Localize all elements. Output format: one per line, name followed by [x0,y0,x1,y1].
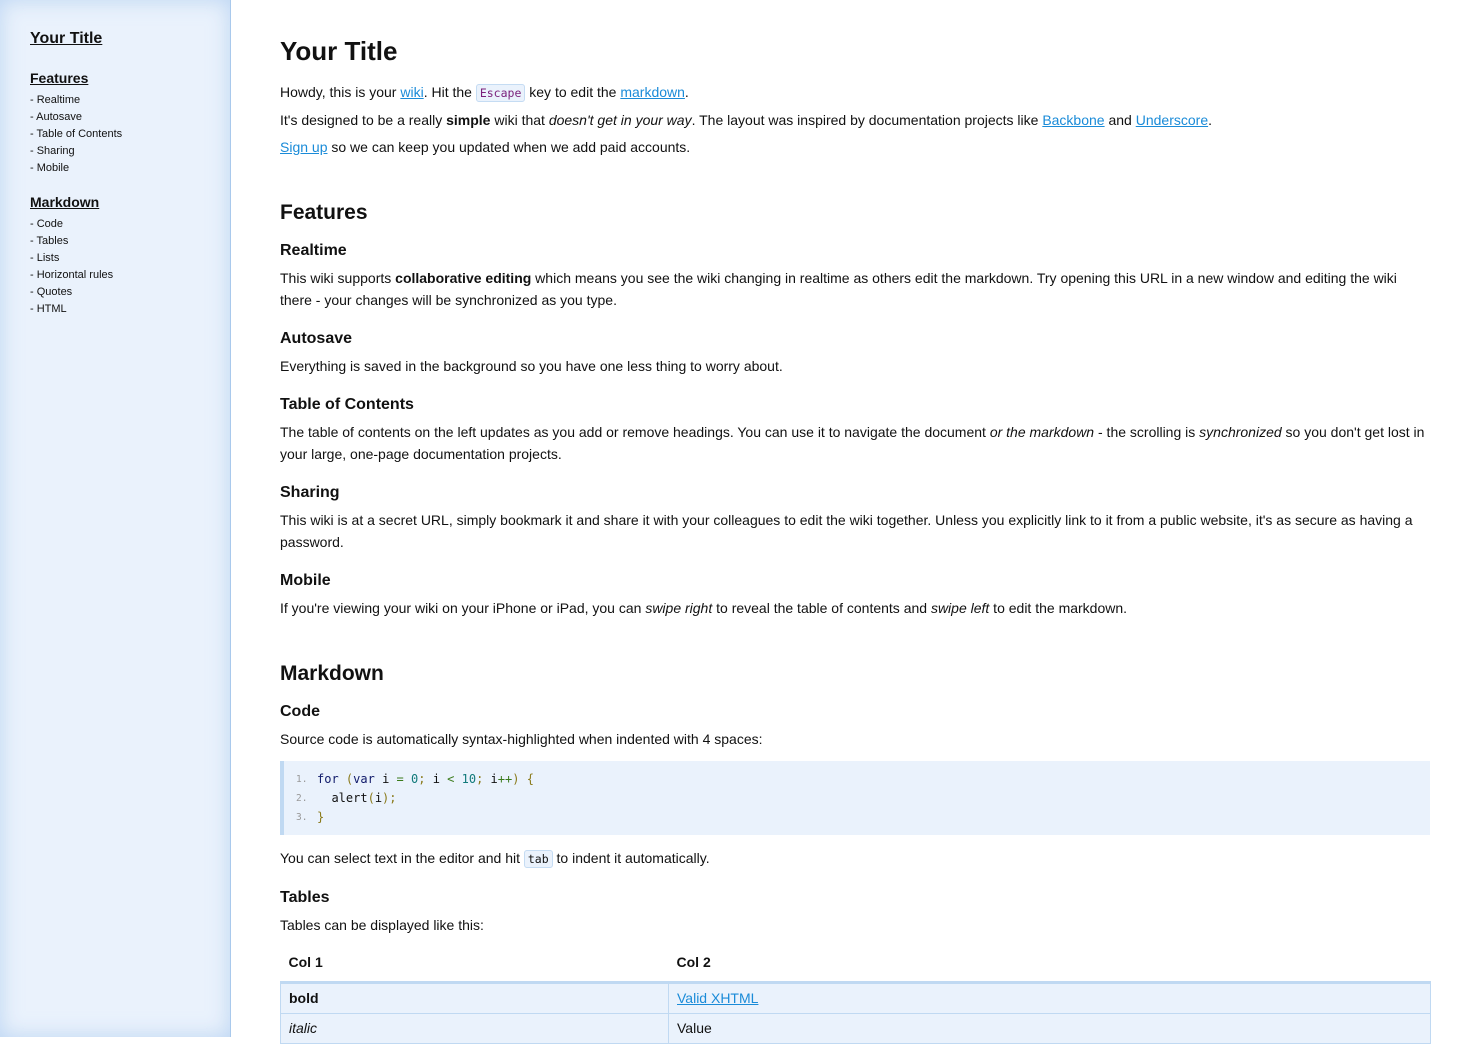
italic-text: synchronized [1199,424,1282,440]
toc-item [30,233,230,250]
code-block [280,761,1430,835]
text: You can select text in the editor and hit [280,850,524,866]
toc-link-quotes[interactable]: - Quotes [30,286,73,298]
toc-link-mobile[interactable]: - Mobile [30,162,70,174]
markdown-link[interactable]: markdown [620,84,685,100]
text: so you don't get lost in your large, one-page documentation projects. [280,424,1425,462]
code-text: for (var i = 0; i < 10; i++) { [317,772,534,786]
toc-link-your-title[interactable]: Your Title [30,30,103,47]
intro-paragraph-1 [280,81,1430,104]
toc-item [30,301,230,318]
intro-paragraph-2 [280,109,1430,131]
table-header-row [281,944,1431,983]
section-mobile [280,572,1430,619]
toc-link-horizontal-rules[interactable]: - Horizontal rules [30,269,114,281]
line-number: 3. [296,812,308,823]
text: to indent it automatically. [552,850,710,866]
text: key to edit the [525,84,621,100]
toc-item [30,109,230,126]
toc-item [30,92,230,109]
table-of-contents-sidebar [0,0,231,1037]
text: to reveal the table of contents and [712,600,931,616]
italic-text: or the markdown [989,424,1095,440]
text: . Hit the [423,84,476,100]
toc-link-features[interactable]: Features [30,70,89,86]
text: wiki that [490,112,549,128]
valid-xhtml-link[interactable]: Valid XHTML [677,990,759,1006]
heading-code: Code [280,703,320,720]
table-cell [281,1014,669,1044]
heading-table-of-contents: Table of Contents [280,396,414,413]
line-number: 1. [296,774,308,785]
tables-paragraph: Tables can be displayed like this: [280,917,484,933]
toc-item [30,160,230,177]
text: - the scrolling is [1094,424,1200,440]
tab-key-code: tab [524,850,553,868]
heading-sharing: Sharing [280,484,340,501]
toc-list-features [30,92,230,177]
code-line [296,789,1430,808]
text: so we can keep you updated when we add paid accounts. [327,139,691,155]
wiki-link[interactable]: wiki [400,84,424,100]
intro-paragraph-3 [280,136,1430,158]
code-tab-paragraph [280,847,1430,870]
text: to edit the markdown. [989,600,1128,616]
section-tables [280,889,1430,1044]
table-row [281,1014,1431,1044]
text: This wiki supports [280,270,396,286]
bold-text: bold [289,990,319,1006]
heading-realtime: Realtime [280,242,347,259]
toc-link-autosave[interactable]: - Autosave [30,111,82,123]
text: . [684,84,689,100]
code-line [296,808,1430,827]
section-autosave [280,330,1430,377]
toc-link-lists[interactable]: - Lists [30,252,60,264]
toc-link-markdown[interactable]: Markdown [30,194,100,210]
text: . The layout was inspired by documentation projects like [691,112,1043,128]
escape-key-code: Escape [476,84,526,102]
table-cell: Value [669,1014,1431,1044]
bold-text: collaborative editing [395,270,532,286]
heading-features: Features [280,201,368,224]
toc-item [30,250,230,267]
code-line [296,770,1430,789]
toc-link-sharing[interactable]: - Sharing [30,145,75,157]
text: . [1208,112,1212,128]
toc-item [30,143,230,160]
underscore-link[interactable]: Underscore [1135,112,1209,128]
heading-mobile: Mobile [280,572,331,589]
toc-item [30,267,230,284]
code-text: } [317,810,325,824]
code-paragraph: Source code is automatically syntax-highlighted when indented with 4 spaces: [280,731,763,747]
text: The table of contents on the left updates as you add or remove headings. You can use it to navigate the document [280,424,990,440]
italic-text: swipe right [645,600,713,616]
text: and [1104,112,1136,128]
text: Howdy, this is your [280,84,401,100]
sign-up-link[interactable]: Sign up [280,139,328,155]
heading-tables: Tables [280,889,330,906]
section-sharing [280,484,1430,553]
backbone-link[interactable]: Backbone [1042,112,1105,128]
toc-paragraph [280,421,1430,465]
toc-link-table-of-contents[interactable]: - Table of Contents [30,128,123,140]
toc-link-html[interactable]: - HTML [30,303,67,315]
text: It's designed to be a really [280,112,447,128]
sharing-paragraph: This wiki is at a secret URL, simply bookmark it and share it with your colleagues to edit the wiki together. Unless you explicitly link to it from a public website, it's as secure as having a password. [280,512,1413,550]
toc-item [30,284,230,301]
toc-list-markdown [30,216,230,318]
line-number: 2. [296,793,308,804]
italic-text: italic [289,1020,318,1036]
table-header-col2: Col 2 [669,944,1431,983]
table-row [281,983,1431,1014]
table-cell [669,983,1431,1014]
toc-item [30,126,230,143]
toc-item [30,216,230,233]
wiki-content [280,0,1430,1063]
table-header-col1: Col 1 [281,944,669,983]
table-cell [281,983,669,1014]
page-title: Your Title [280,36,398,66]
autosave-paragraph: Everything is saved in the background so you have one less thing to worry about. [280,358,783,374]
section-code [280,703,1430,870]
mobile-paragraph [280,597,1430,619]
text: If you're viewing your wiki on your iPhone or iPad, you can [280,600,646,616]
toc-link-realtime[interactable]: - Realtime [30,94,81,106]
section-realtime [280,242,1430,311]
italic-text: doesn't get in your way [548,112,692,128]
heading-markdown: Markdown [280,662,384,685]
bold-text: simple [446,112,491,128]
heading-autosave: Autosave [280,330,353,347]
section-table-of-contents [280,396,1430,465]
realtime-paragraph [280,267,1430,311]
example-table [280,944,1431,1044]
italic-text: swipe left [930,600,990,616]
code-text: alert(i); [317,791,397,805]
toc-link-tables[interactable]: - Tables [30,235,69,247]
text: which means you see the wiki changing in realtime as others edit the markdown. Try opening this URL in a new window and editing the wiki there - your changes will be synchronized as you type. [280,270,1397,308]
toc-link-code[interactable]: - Code [30,218,64,230]
